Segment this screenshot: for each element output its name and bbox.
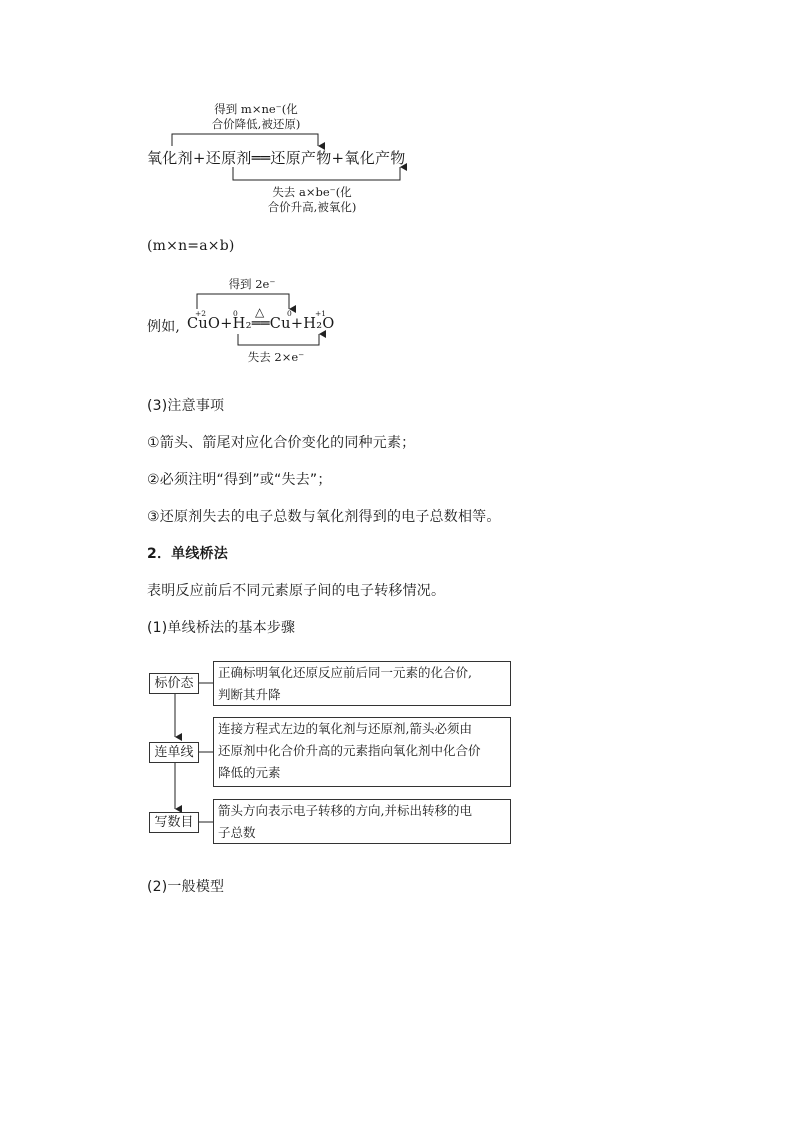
ox-state-cu-right: 0 bbox=[287, 309, 292, 318]
section-heading: 2．单线桥法 bbox=[147, 546, 228, 562]
note-item-1: ①箭头、箭尾对应化合价变化的同种元素； bbox=[147, 435, 416, 451]
section-intro: 表明反应前后不同元素原子间的电子转移情况。 bbox=[147, 583, 446, 599]
notes-heading: (3)注意事项 bbox=[147, 398, 225, 414]
step-label-1: 标价态 bbox=[149, 673, 199, 694]
step-label-2: 连单线 bbox=[149, 742, 199, 763]
step-desc-3-line1: 箭头方向表示电子转移的方向,并标出转移的电 bbox=[218, 803, 472, 818]
example-gain-label: 得到 2e⁻ bbox=[228, 277, 276, 291]
electron-relation: (m×n=a×b) bbox=[147, 238, 235, 254]
steps-subheading: (1)单线桥法的基本步骤 bbox=[147, 620, 296, 636]
ox-state-h-right: +1 bbox=[315, 309, 327, 318]
step-desc-2-line2: 还原剂中化合价升高的元素指向氧化剂中化合价 bbox=[218, 743, 481, 758]
step-label-3: 写数目 bbox=[149, 812, 199, 833]
ox-state-cu-left: +2 bbox=[195, 309, 207, 318]
step-desc-1-line2: 判断其升降 bbox=[218, 687, 281, 702]
general-equation: 氧化剂+还原剂══还原产物+氧化产物 bbox=[147, 149, 406, 167]
note-item-3: ③还原剂失去的电子总数与氧化剂得到的电子总数相等。 bbox=[147, 509, 501, 525]
step-desc-3 bbox=[213, 799, 511, 844]
ox-state-h-left: 0 bbox=[233, 309, 238, 318]
example-prefix: 例如, bbox=[147, 319, 181, 335]
gain-label-line1: 得到 m×ne⁻(化 bbox=[214, 102, 298, 116]
step-desc-2 bbox=[213, 717, 511, 787]
heat-condition: △ bbox=[255, 305, 265, 319]
step-desc-2-line3: 降低的元素 bbox=[218, 765, 281, 780]
model-subheading: (2)一般模型 bbox=[147, 879, 225, 895]
example-equation: CuO+H₂══Cu+H₂O bbox=[187, 316, 335, 332]
gain-label-line2: 合价降低,被还原) bbox=[211, 117, 301, 131]
step-desc-1 bbox=[213, 661, 511, 706]
lose-label-line1: 失去 a×be⁻(化 bbox=[272, 185, 352, 199]
note-item-2: ②必须注明“得到”或“失去”； bbox=[147, 472, 332, 488]
step-desc-1-line1: 正确标明氧化还原反应前后同一元素的化合价, bbox=[218, 665, 472, 680]
step-desc-2-line1: 连接方程式左边的氧化剂与还原剂,箭头必须由 bbox=[218, 721, 472, 736]
lose-label-line2: 合价升高,被氧化) bbox=[267, 200, 357, 214]
step-desc-3-line2: 子总数 bbox=[218, 825, 256, 840]
example-lose-label: 失去 2×e⁻ bbox=[247, 350, 305, 364]
